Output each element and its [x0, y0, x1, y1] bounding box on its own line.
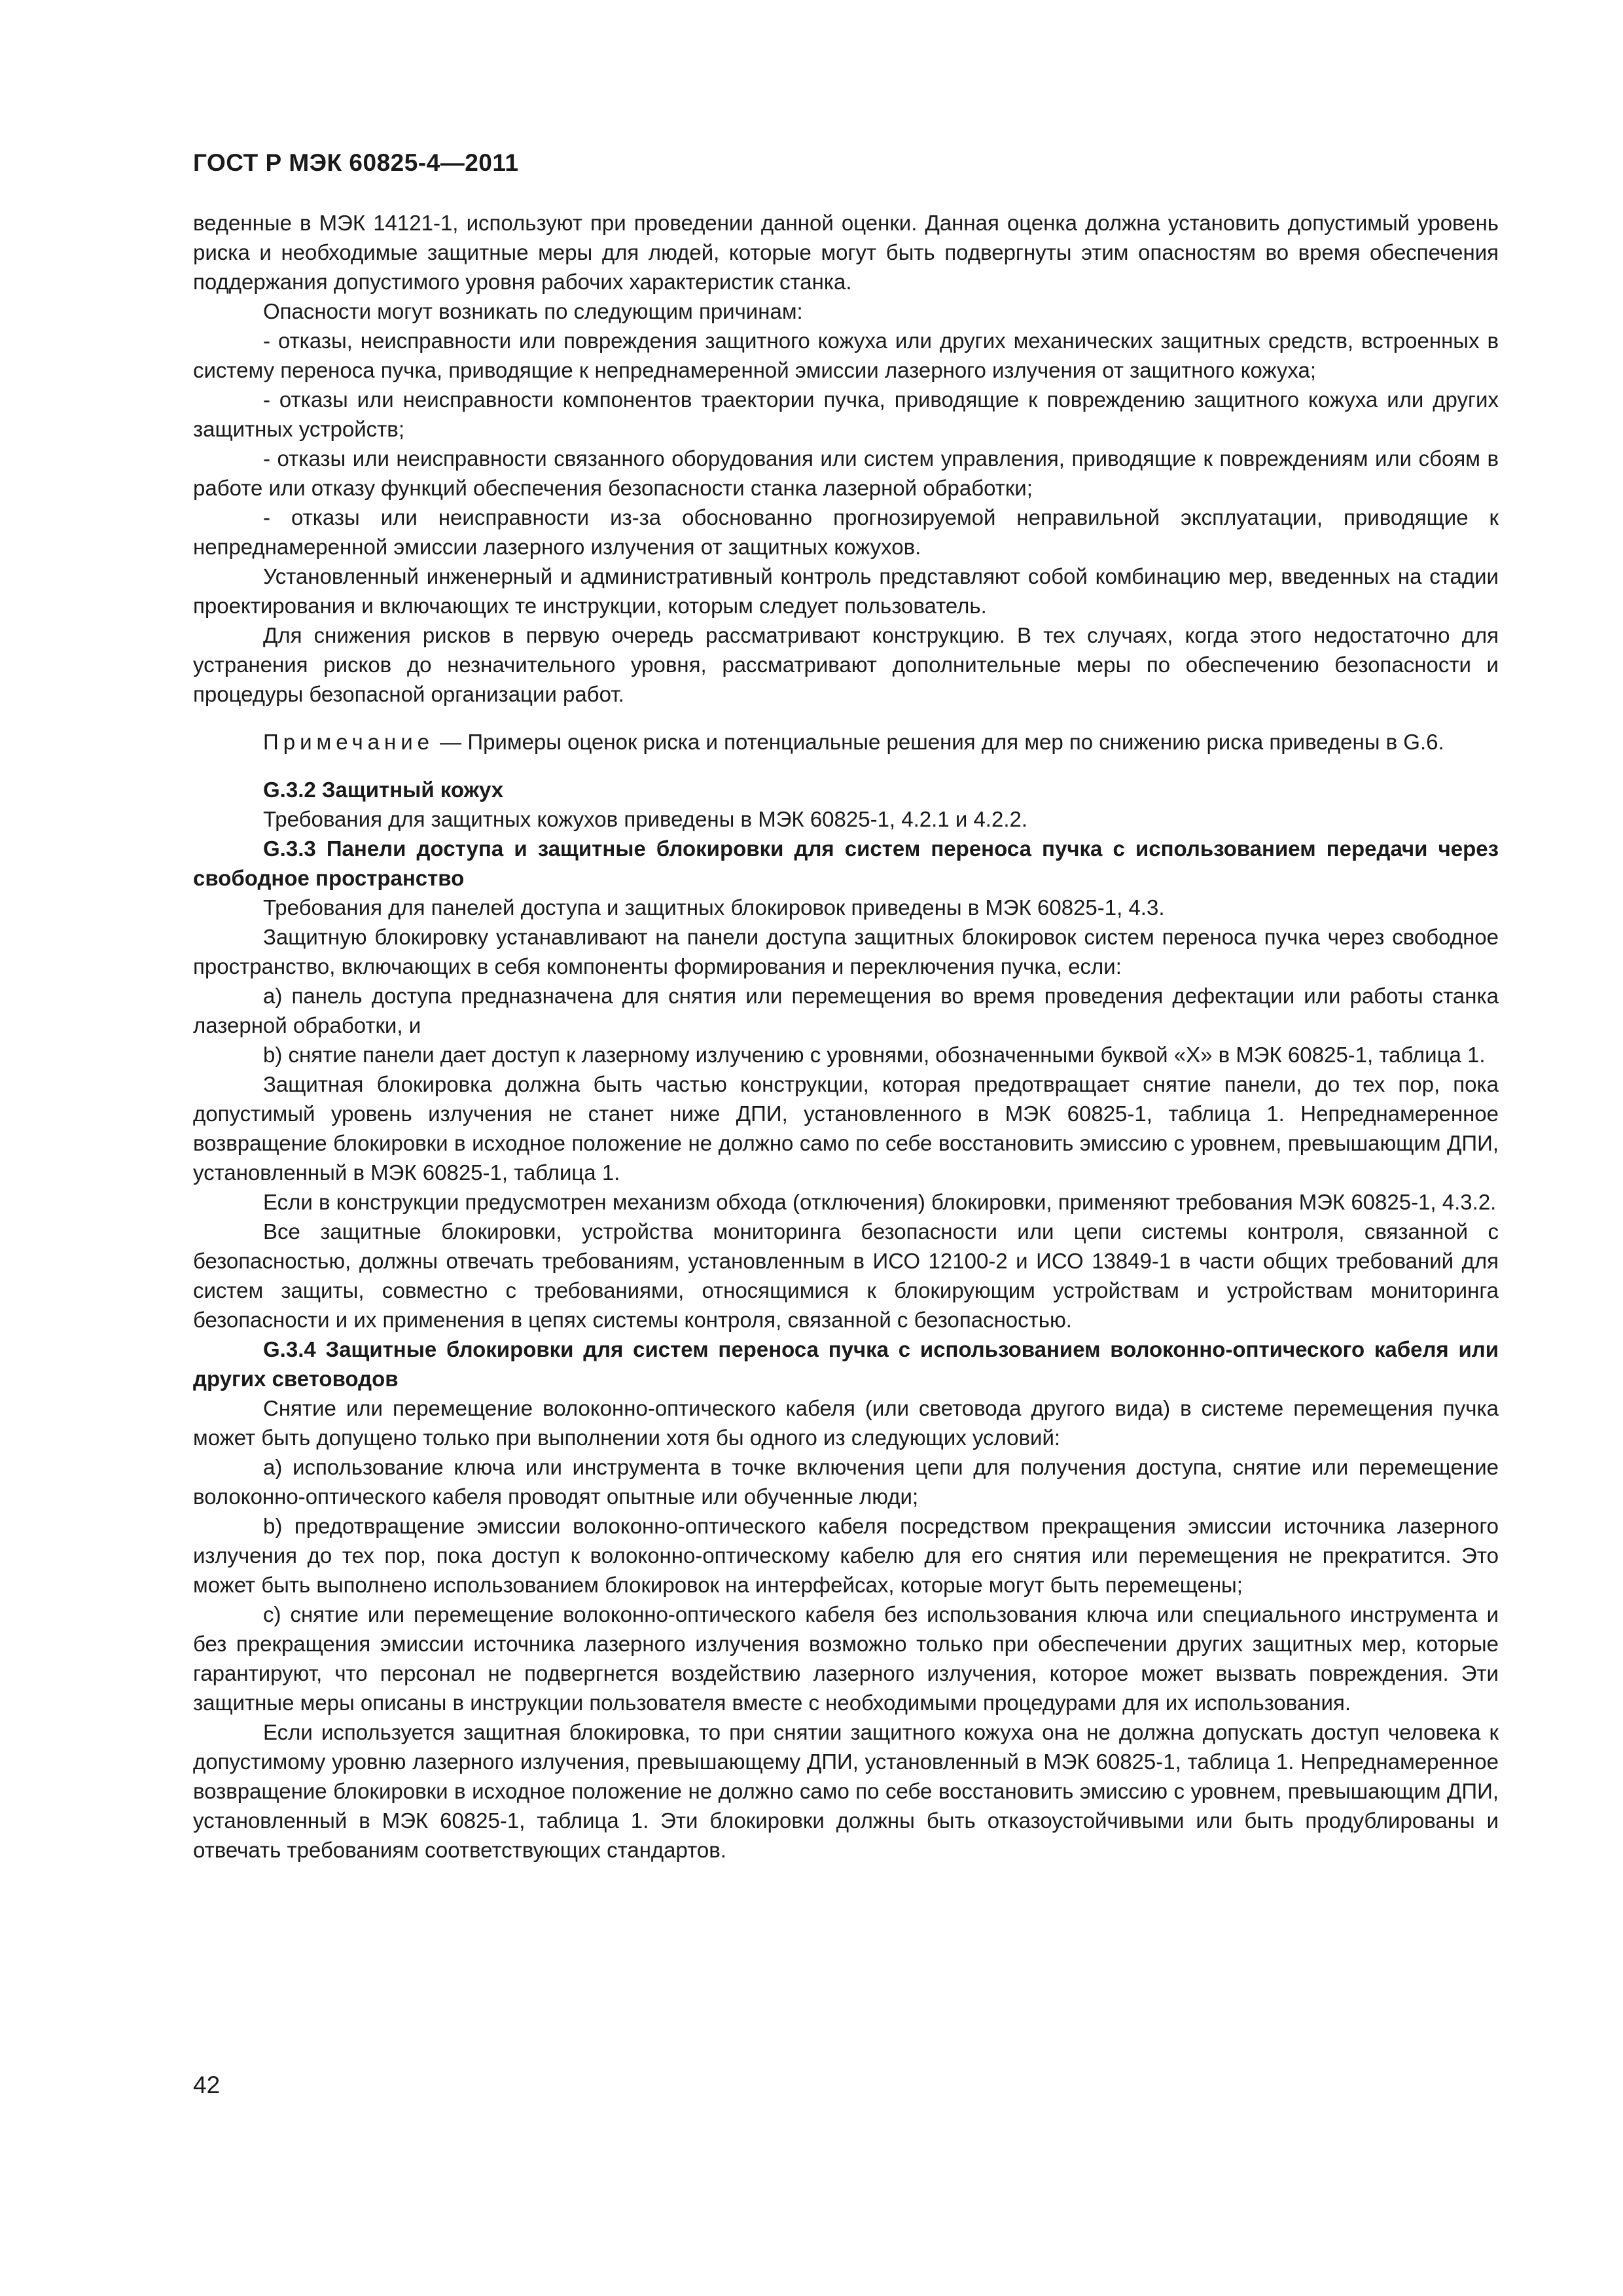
page-number: 42: [193, 2072, 221, 2098]
paragraph: Защитную блокировку устанавливают на панели доступа защитных блокировок систем переноса пучка через свободное пространство, включающих в себя компоненты формирования и переключения пучка, если:: [193, 925, 1499, 978]
list-item: а) панель доступа предназначена для снятия или перемещения во время проведения дефектации или работы станка лазерной обработки, и: [193, 984, 1499, 1037]
paragraph: веденные в МЭК 14121-1, используют при проведении данной оценки. Данная оценка должна установить допустимый уровень риска и необходимые защитные меры для людей, которые могут быть подвергнуты этим опасностям во время обеспечения поддержания допустимого уровня рабочих характеристик станка.: [193, 211, 1499, 294]
page-header: ГОСТ Р МЭК 60825-4—2011: [193, 149, 519, 176]
note-text: — Примеры оценок риска и потенциальные решения для мер по снижению риска приведены в G.6.: [434, 730, 1444, 754]
paragraph: Для снижения рисков в первую очередь рассматривают конструкцию. В тех случаях, когда этого недостаточно для устранения рисков до незначительного уровня, рассматривают дополнительные меры по обеспечению безопасности и процедуры безопасной организации работ.: [193, 623, 1499, 706]
paragraph: Если используется защитная блокировка, то при снятии защитного кожуха она не должна допускать доступ человека к допустимому уровню лазерного излучения, превышающему ДПИ, установленный в МЭК 60825-1, таблица 1. Непреднамеренное возвращение блокировки в исходное положение не должно само по себе восстановить эмиссию с уровнем, превышающим ДПИ, установленный в МЭК 60825-1, таблица 1. Эти блокировки должны быть отказоустойчивыми или быть продублированы и отвечать требованиям соответствующих стандартов.: [193, 1720, 1499, 1862]
list-item: - отказы или неисправности связанного оборудования или систем управления, приводящие к повреждениям или сбоям в работе или отказу функций обеспечения безопасности станка лазерной обработки;: [193, 446, 1499, 500]
section-heading-g32: G.3.2 Защитный кожух: [263, 778, 504, 802]
list-item: - отказы, неисправности или повреждения защитного кожуха или других механических защитных средств, встроенных в систему переноса пучка, приводящие к непреднамеренной эмиссии лазерного излучения от защитного кожуха;: [193, 329, 1499, 382]
page-content: [193, 208, 1499, 1865]
paragraph: Все защитные блокировки, устройства мониторинга безопасности или цепи системы контроля, связанной с безопасностью, должны отвечать требованиям, установленным в ИСО 12100-2 и ИСО 13849-1 в части общих требований для систем защиты, совместно с требованиями, относящимися к блокирующим устройствам и устройствам мониторинга безопасности и их применения в цепях системы контроля, связанной с безопасностью.: [193, 1219, 1499, 1332]
paragraph: Требования для панелей доступа и защитных блокировок приведены в МЭК 60825-1, 4.3.: [263, 895, 1165, 920]
list-item: с) снятие или перемещение волоконно-оптического кабеля без использования ключа или специального инструмента и без прекращения эмиссии источника лазерного излучения возможно только при обеспечении других защитных мер, которые гарантируют, что персонал не подвергнется воздействию лазерного излучения, которое может вызвать повреждения. Эти защитные меры описаны в инструкции пользователя вместе с необходимыми процедурами для их использования.: [193, 1602, 1499, 1715]
paragraph: Снятие или перемещение волоконно-оптического кабеля (или световода другого вида) в системе перемещения пучка может быть допущено только при выполнении хотя бы одного из следующих условий:: [193, 1396, 1499, 1450]
list-item: b) предотвращение эмиссии волоконно-оптического кабеля посредством прекращения эмиссии источника лазерного излучения до тех пор, пока доступ к волоконно-оптическому кабелю для его снятия или перемещения не прекратится. Это может быть выполнено использованием блокировок на интерфейсах, которые могут быть перемещены;: [193, 1514, 1499, 1597]
section-heading-g34: G.3.4 Защитные блокировки для систем переноса пучка с использованием волоконно-оптического кабеля или других световодов: [193, 1337, 1499, 1391]
note: [193, 727, 1499, 757]
paragraph: Опасности могут возникать по следующим причинам:: [263, 299, 803, 323]
paragraph: Требования для защитных кожухов приведены в МЭК 60825-1, 4.2.1 и 4.2.2.: [263, 807, 1028, 831]
list-item: а) использование ключа или инструмента в точке включения цепи для получения доступа, снятие или перемещение волоконно-оптического кабеля проводят опытные или обученные люди;: [193, 1455, 1499, 1509]
list-item: - отказы или неисправности из-за обоснованно прогнозируемой неправильной эксплуатации, приводящие к непреднамеренной эмиссии лазерного излучения от защитных кожухов.: [193, 505, 1499, 559]
section-heading-g33: G.3.3 Панели доступа и защитные блокировки для систем переноса пучка с использованием передачи через свободное пространство: [193, 836, 1499, 890]
list-item: b) снятие панели дает доступ к лазерному излучению с уровнями, обозначенными буквой «Х» в МЭК 60825-1, таблица 1.: [263, 1043, 1486, 1067]
paragraph: Если в конструкции предусмотрен механизм обхода (отключения) блокировки, применяют требования МЭК 60825-1, 4.3.2.: [263, 1190, 1497, 1214]
note-label: Примечание: [263, 730, 435, 754]
paragraph: Установленный инженерный и административный контроль представляют собой комбинацию мер, введенных на стадии проектирования и включающих те инструкции, которым следует пользователь.: [193, 564, 1499, 618]
list-item: - отказы или неисправности компонентов траектории пучка, приводящие к повреждению защитного кожуха или других защитных устройств;: [193, 387, 1499, 441]
paragraph: Защитная блокировка должна быть частью конструкции, которая предотвращает снятие панели, до тех пор, пока допустимый уровень излучения не станет ниже ДПИ, установленного в МЭК 60825-1, таблица 1. Непреднамеренное возвращение блокировки в исходное положение не должно само по себе восстановить эмиссию с уровнем, превышающим ДПИ, установленный в МЭК 60825-1, таблица 1.: [193, 1072, 1499, 1185]
